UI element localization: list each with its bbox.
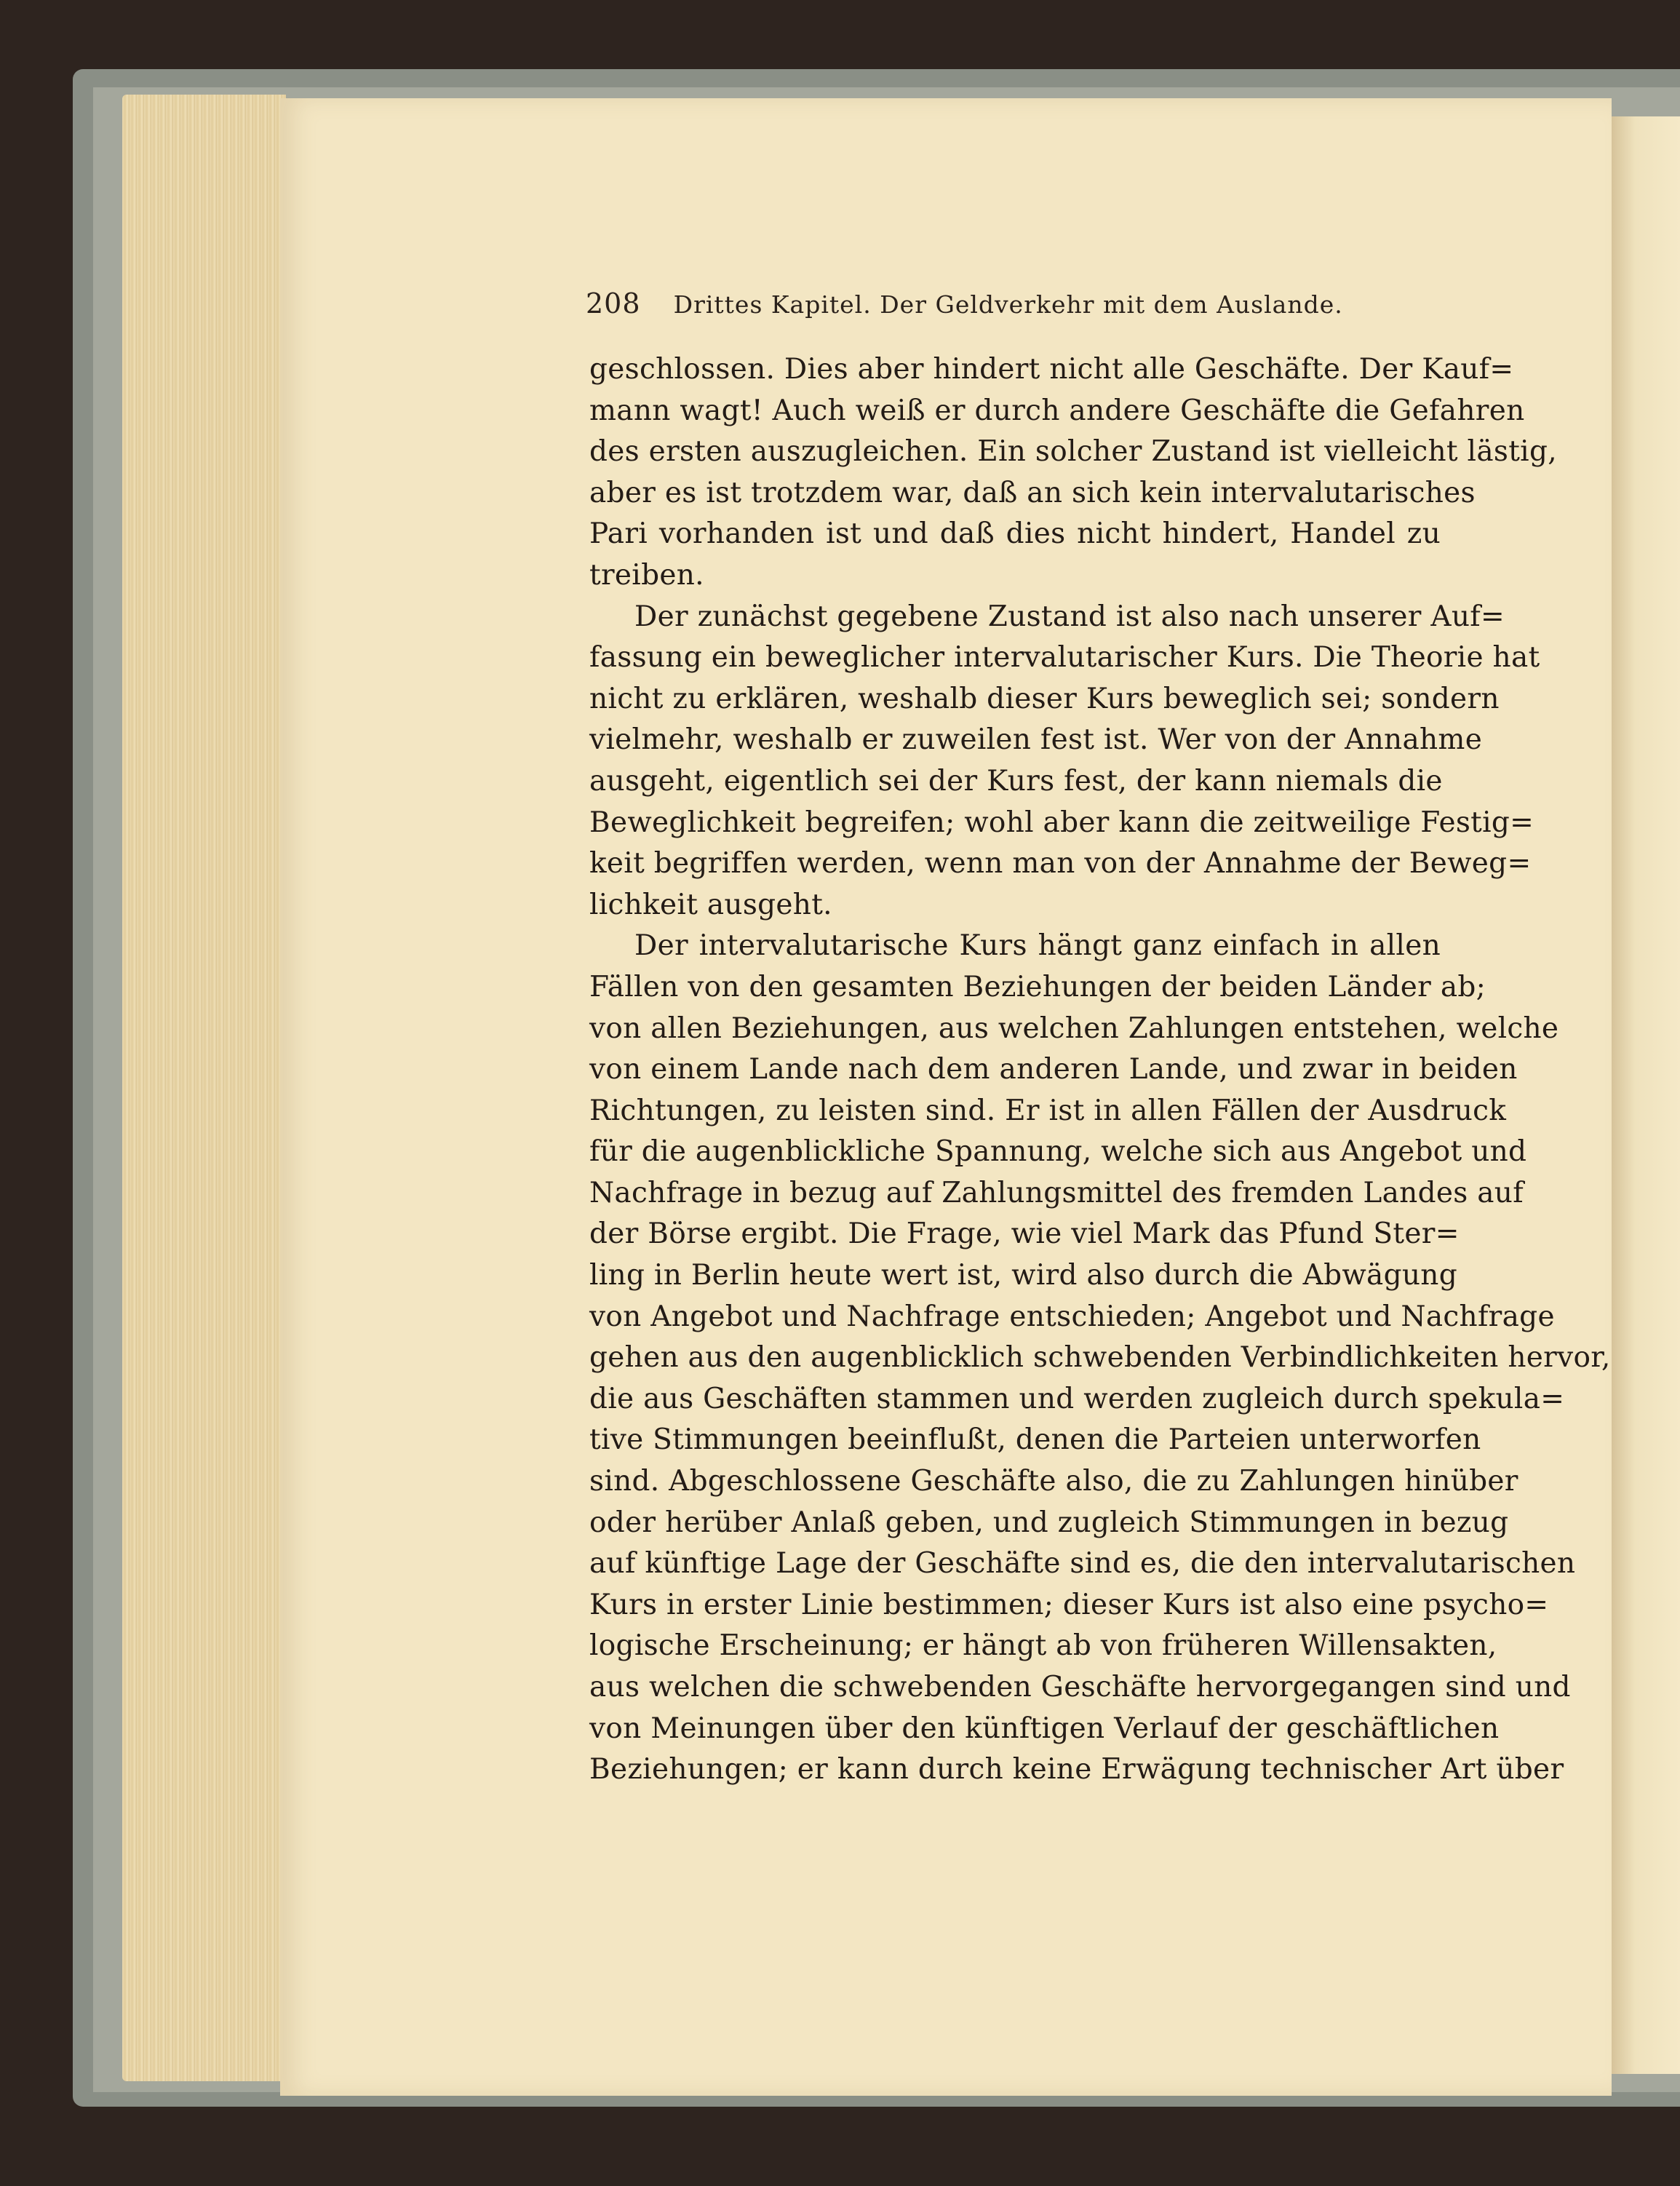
text-line: Beweglichkeit begreifen; wohl aber kann die zeitweilige Festig=	[589, 806, 1534, 839]
text-line: lichkeit ausgeht.	[589, 888, 832, 921]
text-line: Kurs in erster Linie bestimmen; dieser Kurs ist also eine psycho=	[589, 1588, 1549, 1621]
text-line: fassung ein beweglicher intervalutarischer Kurs. Die Theorie hat	[589, 641, 1540, 675]
text-line: von Angebot und Nachfrage entschieden; Angebot und Nachfrage	[589, 1300, 1555, 1333]
text-line: von einem Lande nach dem anderen Lande, und zwar in beiden	[589, 1053, 1518, 1086]
facing-page-edge	[1612, 116, 1680, 2074]
text-line: ausgeht, eigentlich sei der Kurs fest, der kann niemals die	[589, 764, 1443, 798]
text-line: von Meinungen über den künftigen Verlauf der geschäftlichen	[589, 1712, 1500, 1745]
text-line: Pari vorhanden ist und daß dies nicht hindert, Handel zu	[589, 517, 1441, 551]
text-line: Richtungen, zu leisten sind. Er ist in allen Fällen der Ausdruck	[589, 1094, 1507, 1127]
text-line: geschlossen. Dies aber hindert nicht alle Geschäfte. Der Kauf=	[589, 353, 1514, 386]
text-line: aber es ist trotzdem war, daß an sich kein intervalutarisches	[589, 476, 1476, 509]
text-line: vielmehr, weshalb er zuweilen fest ist. Wer von der Annahme	[589, 723, 1483, 757]
text-line: von allen Beziehungen, aus welchen Zahlungen entstehen, welche	[589, 1011, 1559, 1045]
text-line: treiben.	[589, 558, 704, 592]
running-head	[586, 287, 1444, 324]
text-line: Der zunächst gegebene Zustand ist also nach unserer Auf=	[634, 600, 1505, 633]
text-line: logische Erscheinung; er hängt ab von früheren Willensakten,	[589, 1629, 1497, 1663]
text-line: sind. Abgeschlossene Geschäfte also, die zu Zahlungen hinüber	[589, 1465, 1518, 1498]
text-line: oder herüber Anlaß geben, und zugleich Stimmungen in bezug	[589, 1506, 1509, 1539]
paragraph-1	[589, 349, 1557, 597]
text-line: ling in Berlin heute wert ist, wird also durch die Abwägung	[589, 1259, 1457, 1292]
text-line: Nachfrage in bezug auf Zahlungsmittel des fremden Landes auf	[589, 1176, 1524, 1209]
chapter-title: Drittes Kapitel. Der Geldverkehr mit dem Auslande.	[673, 290, 1343, 319]
paragraph-2	[589, 597, 1540, 926]
page-number: 208	[586, 287, 641, 319]
body-text	[589, 349, 1611, 1791]
text-line: die aus Geschäften stammen und werden zugleich durch spekula=	[589, 1382, 1565, 1415]
text-line: mann wagt! Auch weiß er durch andere Geschäfte die Gefahren	[589, 394, 1525, 427]
text-line: tive Stimmungen beeinflußt, denen die Parteien unterworfen	[589, 1423, 1481, 1457]
text-line: für die augenblickliche Spannung, welche sich aus Angebot und	[589, 1135, 1527, 1169]
text-line: des ersten auszugleichen. Ein solcher Zustand ist vielleicht lästig,	[589, 435, 1557, 469]
paragraph-3	[589, 926, 1611, 1790]
text-line: auf künftige Lage der Geschäfte sind es, die den intervalutarischen	[589, 1547, 1576, 1581]
text-line: der Börse ergibt. Die Frage, wie viel Mark das Pfund Ster=	[589, 1217, 1460, 1251]
text-line: keit begriffen werden, wenn man von der Annahme der Beweg=	[589, 847, 1532, 881]
text-line: Beziehungen; er kann durch keine Erwägung technischer Art über	[589, 1753, 1564, 1786]
text-line: Der intervalutarische Kurs hängt ganz einfach in allen	[634, 929, 1441, 963]
text-line: aus welchen die schwebenden Geschäfte hervorgegangen sind und	[589, 1671, 1571, 1704]
page-block-edges	[122, 95, 286, 2081]
text-line: nicht zu erklären, weshalb dieser Kurs beweglich sei; sondern	[589, 682, 1500, 715]
text-line: Fällen von den gesamten Beziehungen der beiden Länder ab;	[589, 970, 1486, 1003]
text-line: gehen aus den augenblicklich schwebenden Verbindlichkeiten hervor,	[589, 1341, 1611, 1375]
